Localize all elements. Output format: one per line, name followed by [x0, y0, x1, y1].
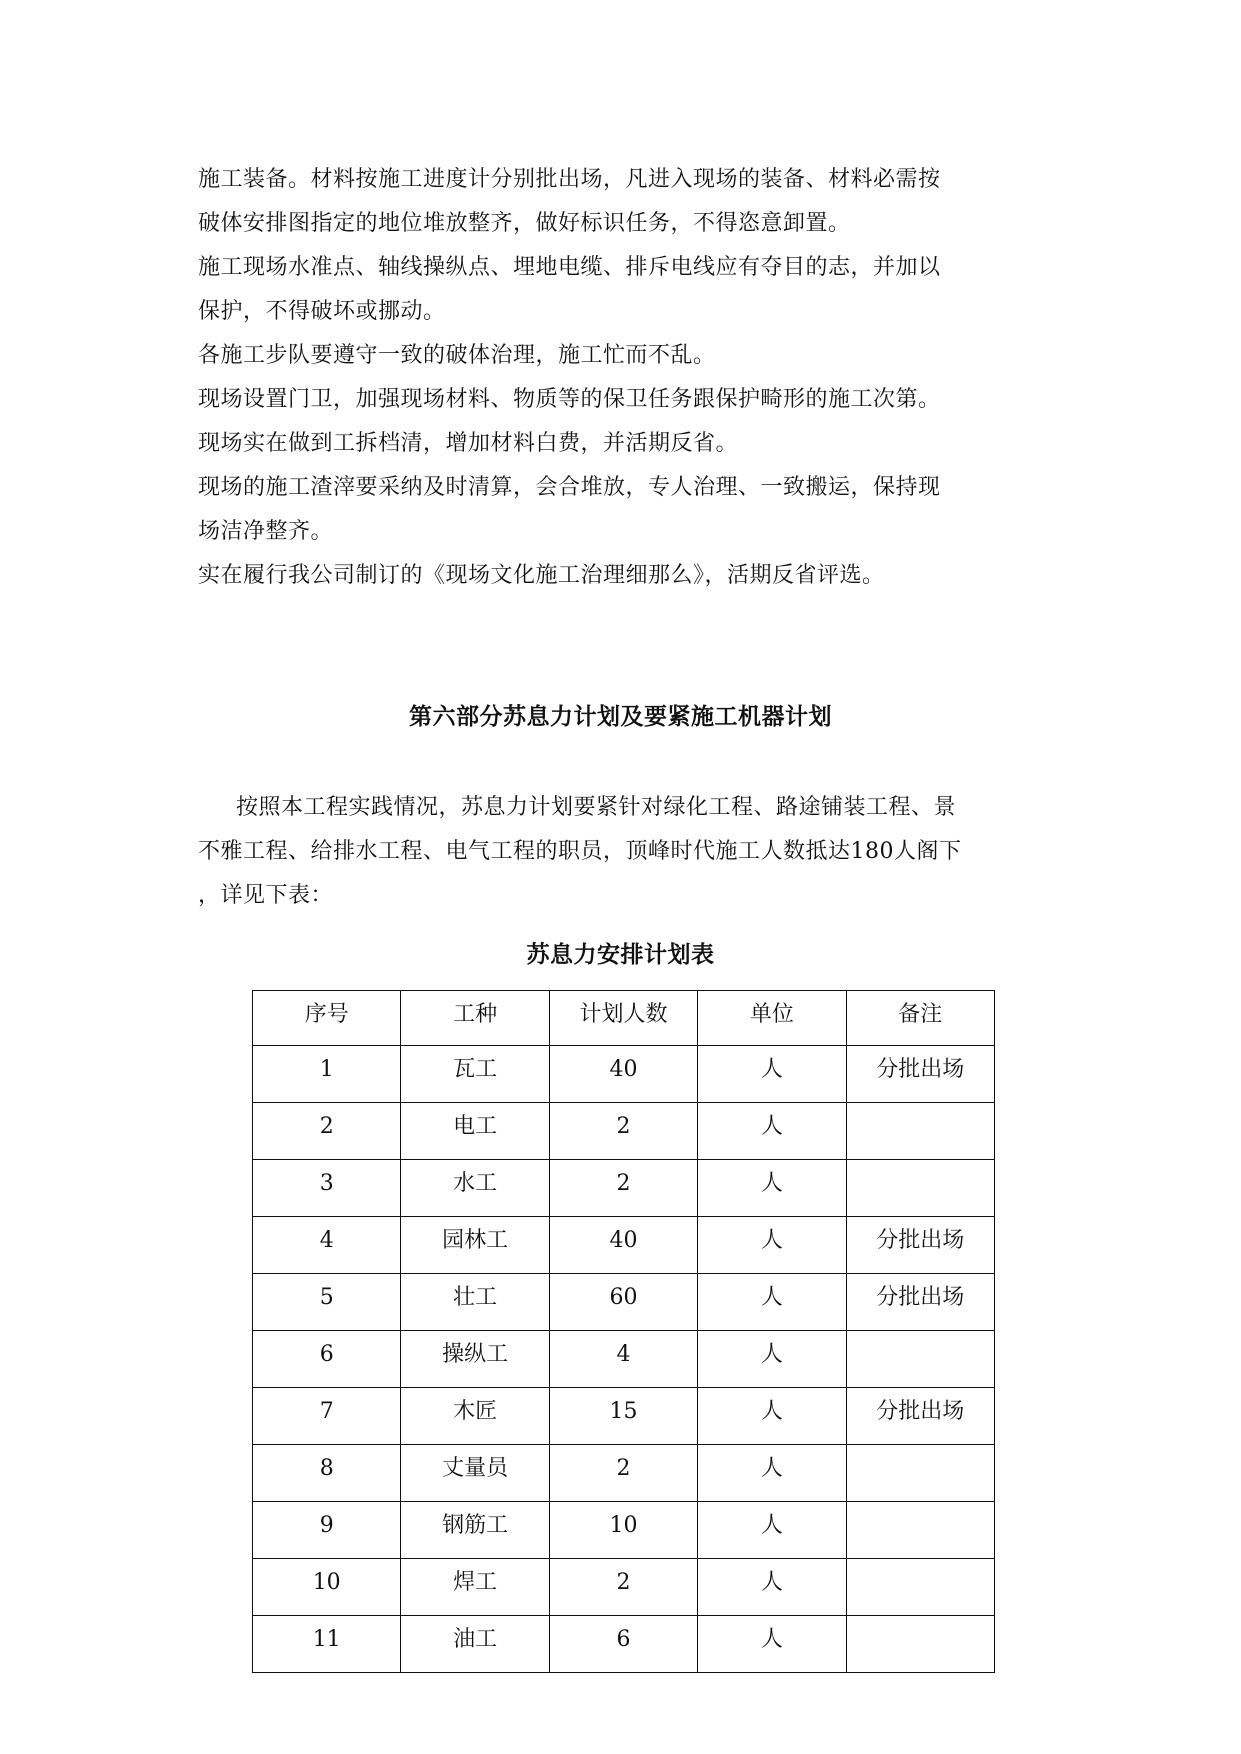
cell-remark	[846, 1331, 994, 1388]
table-row	[253, 1046, 995, 1103]
cell-unit: 人	[698, 1217, 846, 1274]
table-row	[253, 1388, 995, 1445]
cell-trade: 丈量员	[401, 1445, 549, 1502]
paragraph-line: 各施工步队要遵守一致的破体治理，施工忙而不乱。	[198, 343, 716, 368]
cell-trade: 园林工	[401, 1217, 549, 1274]
paragraph-line: 施工现场水准点、轴线操纵点、埋地电缆、排斥电线应有夺目的志，并加以	[198, 255, 941, 280]
paragraph-line: 破体安排图指定的地位堆放整齐，做好标识任务，不得恣意卸置。	[198, 211, 851, 236]
table-row	[253, 1331, 995, 1388]
cell-seq: 5	[253, 1274, 401, 1331]
cell-remark	[846, 1559, 994, 1616]
paragraph-line: 施工装备。材料按施工进度计分别批出场，凡进入现场的装备、材料必需按	[198, 167, 941, 192]
cell-unit: 人	[698, 1160, 846, 1217]
cell-trade: 油工	[401, 1616, 549, 1673]
cell-seq: 10	[253, 1559, 401, 1616]
cell-unit: 人	[698, 1331, 846, 1388]
cell-remark	[846, 1160, 994, 1217]
cell-trade: 水工	[401, 1160, 549, 1217]
cell-unit: 人	[698, 1616, 846, 1673]
cell-count: 2	[549, 1559, 697, 1616]
intro-paragraph	[198, 786, 1048, 918]
cell-count: 40	[549, 1217, 697, 1274]
paragraph-line: 现场设置门卫，加强现场材料、物质等的保卫任务跟保护畸形的施工次第。	[198, 387, 941, 412]
cell-seq: 1	[253, 1046, 401, 1103]
cell-remark: 分批出场	[846, 1274, 994, 1331]
cell-remark: 分批出场	[846, 1388, 994, 1445]
table-row	[253, 1274, 995, 1331]
header-cell-trade: 工种	[401, 991, 549, 1046]
cell-trade: 焊工	[401, 1559, 549, 1616]
cell-trade: 木匠	[401, 1388, 549, 1445]
cell-unit: 人	[698, 1559, 846, 1616]
cell-seq: 9	[253, 1502, 401, 1559]
cell-remark	[846, 1502, 994, 1559]
paragraph-line: 场洁净整齐。	[198, 519, 334, 544]
header-cell-seq: 序号	[253, 991, 401, 1046]
cell-seq: 2	[253, 1103, 401, 1160]
cell-remark	[846, 1445, 994, 1502]
cell-count: 10	[549, 1502, 697, 1559]
body-text	[198, 158, 1048, 598]
cell-trade: 电工	[401, 1103, 549, 1160]
cell-seq: 4	[253, 1217, 401, 1274]
cell-trade: 钢筋工	[401, 1502, 549, 1559]
cell-remark	[846, 1616, 994, 1673]
cell-count: 2	[549, 1445, 697, 1502]
table-row	[253, 1103, 995, 1160]
cell-count: 15	[549, 1388, 697, 1445]
table-row	[253, 1559, 995, 1616]
cell-remark: 分批出场	[846, 1046, 994, 1103]
section-heading: 第六部分苏息力计划及要紧施工机器计划	[409, 703, 832, 730]
cell-count: 2	[549, 1160, 697, 1217]
header-cell-remark: 备注	[846, 991, 994, 1046]
table-row	[253, 1616, 995, 1673]
cell-unit: 人	[698, 1274, 846, 1331]
header-cell-count: 计划人数	[549, 991, 697, 1046]
cell-seq: 7	[253, 1388, 401, 1445]
paragraph-line: 保护，不得破坏或挪动。	[198, 299, 446, 324]
header-cell-unit: 单位	[698, 991, 846, 1046]
cell-count: 60	[549, 1274, 697, 1331]
cell-seq: 11	[253, 1616, 401, 1673]
labor-plan-table	[252, 990, 995, 1673]
table-row	[253, 1502, 995, 1559]
cell-seq: 8	[253, 1445, 401, 1502]
cell-unit: 人	[698, 1445, 846, 1502]
table-row	[253, 1217, 995, 1274]
cell-seq: 6	[253, 1331, 401, 1388]
cell-trade: 瓦工	[401, 1046, 549, 1103]
intro-line: 不雅工程、给排水工程、电气工程的职员，顶峰时代施工人数抵达180人阁下	[198, 839, 962, 864]
paragraph-line: 实在履行我公司制订的《现场文化施工治理细那么》，活期反省评选。	[198, 563, 885, 588]
table-caption: 苏息力安排计划表	[526, 941, 715, 968]
cell-trade: 壮工	[401, 1274, 549, 1331]
cell-remark	[846, 1103, 994, 1160]
table-row	[253, 1160, 995, 1217]
table-row	[253, 1445, 995, 1502]
intro-line: ，详见下表：	[198, 883, 334, 908]
cell-count: 4	[549, 1331, 697, 1388]
paragraph-line: 现场的施工渣滓要采纳及时清算，会合堆放，专人治理、一致搬运，保持现	[198, 475, 941, 500]
cell-count: 2	[549, 1103, 697, 1160]
cell-unit: 人	[698, 1388, 846, 1445]
cell-count: 40	[549, 1046, 697, 1103]
cell-unit: 人	[698, 1046, 846, 1103]
cell-unit: 人	[698, 1502, 846, 1559]
paragraph-line: 现场实在做到工拆档清，增加材料白费，并活期反省。	[198, 431, 739, 456]
cell-trade: 操纵工	[401, 1331, 549, 1388]
intro-line: 按照本工程实践情况，苏息力计划要紧针对绿化工程、路途铺装工程、景	[236, 795, 957, 820]
cell-seq: 3	[253, 1160, 401, 1217]
cell-unit: 人	[698, 1103, 846, 1160]
table-header-row	[253, 991, 995, 1046]
cell-count: 6	[549, 1616, 697, 1673]
cell-remark: 分批出场	[846, 1217, 994, 1274]
